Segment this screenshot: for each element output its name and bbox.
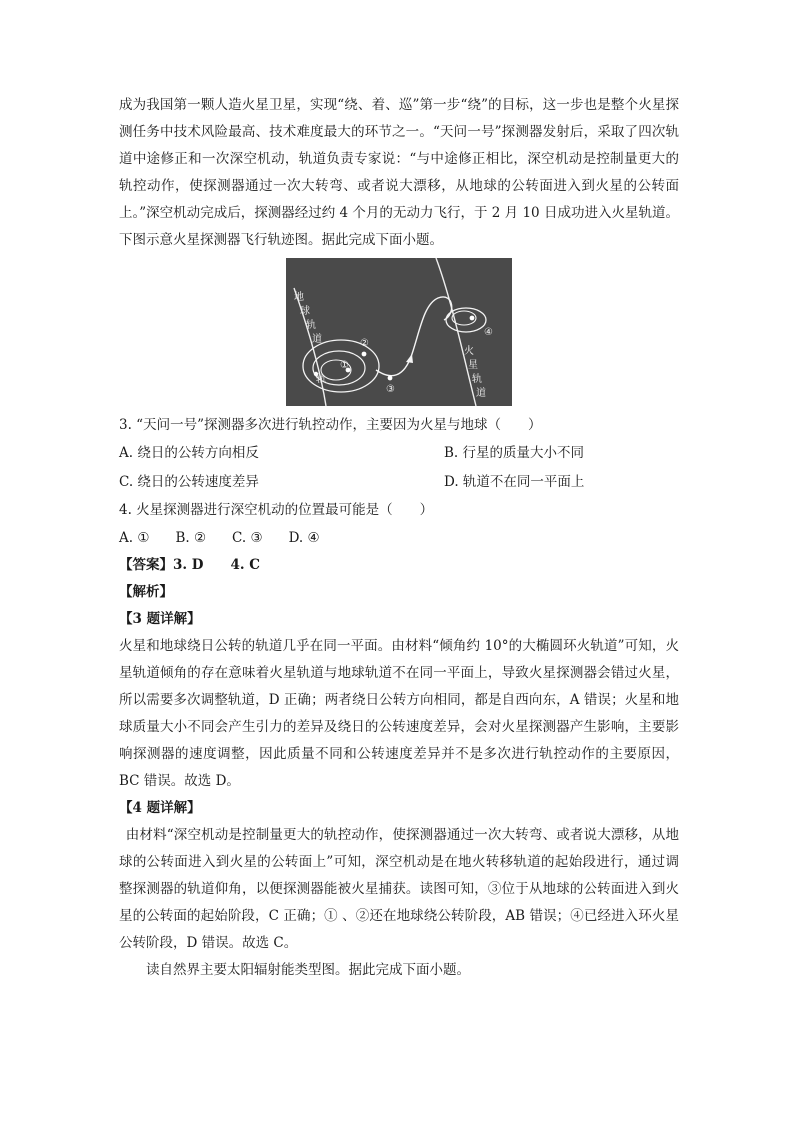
earth-orbit-label-4: 道 [312,334,322,345]
mars-orbit-label-4: 道 [476,388,486,399]
marker-4: ④ [484,327,493,338]
q4-option-b: B. ② [175,530,207,546]
mars-orbit-label-2: 星 [468,360,478,371]
q3-option-c: C. 绕日的公转速度差异 [119,474,259,490]
q4-option-d: D. ④ [288,530,320,546]
detail4-heading: 【4 题详解】 [119,800,201,816]
mars-point [470,316,475,321]
answer-line: 【答案】3. D 4. C [119,557,261,573]
point-2 [362,352,367,357]
q4-stem: 4. 火星探测器进行深空机动的位置最可能是（ ） [119,502,434,518]
point-3 [388,376,393,381]
q3-option-d: D. 轨道不在同一平面上 [444,474,585,490]
transfer-trajectory [376,297,452,376]
analysis-heading: 【解析】 [119,584,173,600]
q3-options [119,439,679,497]
document-content [119,92,679,984]
q4-option-c: C. ③ [232,530,263,546]
trajectory-arrow-icon [406,354,413,363]
trajectory-diagram [286,258,512,406]
marker-1: ① [340,360,349,371]
detail4-text: 由材料“深空机动是控制量更大的轨控动作，使探测器通过一次大转弯、或者说大漂移，从地球的公转面进入到火星的公转面上”可知，深空机动是在地火转移轨道的起始段进行，通过调整探测器的轨道仰角，以便探测器能被火星捕获。读图可知，③位于从地球的公转面进入到火星的公转面的起始阶段，C 正确；① 、②还在地球绕公转阶段，AB 错误；④已经进入环火星公转阶段，D 错误。故选 C。 [119,827,679,951]
earth-orbit-label-3: 轨 [306,320,316,331]
center-label: 轨 [316,374,326,385]
q3-option-a: A. 绕日的公转方向相反 [119,445,259,461]
probe-trajectory-figure [286,258,512,406]
earth-orbit-label-1: 地 [294,292,304,303]
intro-paragraph: 成为我国第一颗人造火星卫星，实现“绕、着、巡”第一步“绕”的目标，这一步也是整个火星探测任务中技术风险最高、技术难度最大的环节之一。“天问一号”探测器发射后，采取了四次轨道中途修正和一次深空机动，轨道负责专家说：“与中途修正相比，深空机动是控制量更大的轨控动作，使探测器通过一次大转弯、或者说大漂移，从地球的公转面进入到火星的公转面上。”深空机动完成后，探测器经过约 4 个月的无动力飞行，于 2 月 10 日成功进入火星轨道。下图示意火星探测器飞行轨迹图。据此完成下面小题。 [119,97,679,248]
detail3-heading: 【3 题详解】 [119,611,201,627]
q3-option-b: B. 行星的质量大小不同 [444,445,585,461]
marker-2: ② [360,338,369,349]
q3-stem: 3. “天问一号”探测器多次进行轨控动作，主要因为火星与地球（ ） [119,417,542,433]
detail3-text: 火星和地球绕日公转的轨道几乎在同一平面。由材料“倾角约 10°的大椭圆环火轨道”可知，火星轨道倾角的存在意味着火星轨道与地球轨道不在同一平面上，导致火星探测器会错过火星，所以需要多次调整轨道，D 正确；两者绕日公转方向相同，都是自西向东，A 错误；火星和地球质量大小不同会产生引力的差异及绕日的公转速度差异，会对火星探测器产生影响，主要影响探测器的速度调整，因此质量不同和公转速度差异并不是多次进行轨控动作的主要原因，BC 错误。故选 D。 [119,638,679,789]
q4-option-a: A. ① [119,530,150,546]
q4-options [119,524,679,552]
mars-orbit-label-3: 轨 [472,374,482,385]
mars-orbit-label-1: 火 [464,346,474,357]
earth-orbit-label-2: 球 [300,306,310,317]
marker-3: ③ [386,384,395,395]
next-intro: 读自然界主要太阳辐射能类型图。据此完成下面小题。 [146,962,470,978]
